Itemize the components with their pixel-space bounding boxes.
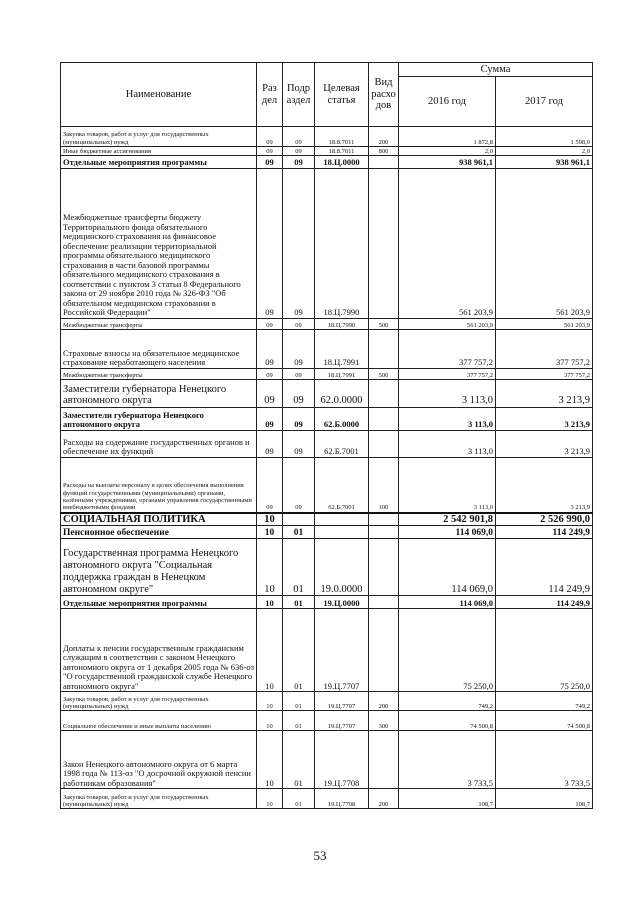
cell-target: 18.Ц.7991 <box>315 369 369 380</box>
header-row-top <box>61 63 593 77</box>
cell-podrazdel: 09 <box>283 330 315 369</box>
cell-razdel: 09 <box>257 380 283 408</box>
cell-target: 62.Б.7001 <box>315 431 369 458</box>
cell-vid <box>369 513 399 526</box>
cell-target: 18.Ц.7991 <box>315 330 369 369</box>
cell-name: Закупка товаров, работ и услуг для государственных (муниципальных) нужд <box>61 789 257 809</box>
cell-podrazdel: 09 <box>283 380 315 408</box>
cell-target: 62.0.0000 <box>315 380 369 408</box>
cell-2016: 561 203,9 <box>399 319 496 330</box>
cell-2016: 377 757,2 <box>399 369 496 380</box>
table-row <box>61 319 593 330</box>
cell-2016: 114 069,0 <box>399 526 496 539</box>
cell-target: 18.Ц.0000 <box>315 156 369 169</box>
cell-2016: 2 542 901,8 <box>399 513 496 526</box>
cell-2017: 114 249,9 <box>496 526 593 539</box>
budget-table-sheet <box>60 62 592 809</box>
cell-vid: 200 <box>369 692 399 711</box>
cell-name: Закон Ненецкого автономного округа от 6 марта 1998 года № 113-оз "О досрочной окружной пенсии работникам образования" <box>61 731 257 789</box>
cell-2016: 3 113,0 <box>399 431 496 458</box>
cell-target: 19.Ц.7707 <box>315 692 369 711</box>
cell-target <box>315 513 369 526</box>
cell-2016: 377 757,2 <box>399 330 496 369</box>
cell-vid <box>369 609 399 692</box>
cell-razdel: 09 <box>257 319 283 330</box>
cell-target <box>315 526 369 539</box>
table-row <box>61 369 593 380</box>
col-header-podrazdel: Подр аздел <box>283 63 315 127</box>
cell-target: 19.Ц.7708 <box>315 731 369 789</box>
cell-2016: 2,0 <box>399 147 496 156</box>
cell-2017: 938 961,1 <box>496 156 593 169</box>
col-header-razdel: Раз дел <box>257 63 283 127</box>
cell-razdel: 10 <box>257 539 283 596</box>
cell-2016: 114 069,0 <box>399 539 496 596</box>
cell-vid: 200 <box>369 789 399 809</box>
cell-razdel: 09 <box>257 330 283 369</box>
cell-podrazdel: 09 <box>283 169 315 319</box>
cell-2017: 3 213,9 <box>496 408 593 431</box>
cell-2016: 75 250,0 <box>399 609 496 692</box>
table-row <box>61 156 593 169</box>
cell-razdel: 10 <box>257 596 283 609</box>
cell-vid: 500 <box>369 319 399 330</box>
cell-2016: 3 113,0 <box>399 408 496 431</box>
cell-target: 19.0.0000 <box>315 539 369 596</box>
cell-name: Страховые взносы на обязательное медицинское страхование неработающего населения <box>61 330 257 369</box>
cell-podrazdel: 01 <box>283 731 315 789</box>
cell-podrazdel <box>283 513 315 526</box>
cell-2017: 2 526 990,0 <box>496 513 593 526</box>
col-header-vid: Вид расхо дов <box>369 63 399 127</box>
cell-razdel: 09 <box>257 458 283 513</box>
cell-target: 19.Ц.7708 <box>315 789 369 809</box>
cell-2016: 3 113,0 <box>399 458 496 513</box>
cell-razdel: 10 <box>257 789 283 809</box>
cell-vid: 500 <box>369 369 399 380</box>
cell-2017: 114 249,9 <box>496 539 593 596</box>
cell-2017: 114 249,9 <box>496 596 593 609</box>
cell-2016: 74 500,8 <box>399 711 496 731</box>
cell-razdel: 09 <box>257 408 283 431</box>
cell-name: Закупка товаров, работ и услуг для государственных (муниципальных) нужд <box>61 692 257 711</box>
cell-name: Межбюджетные трансферты бюджету Территориального фонда обязательного медицинского страхования на финансовое обеспечение реализации территориальной программы обязательного медицинского страхования в части базовой программы обязательного медицинского страхования в соответствии с пунктом 3 статьи 8 Федерального закона от 29 ноября 2010 года № 326-ФЗ "Об обязательном медицинском страховании в Российской Федерации" <box>61 169 257 319</box>
cell-vid: 800 <box>369 147 399 156</box>
cell-2017: 749,2 <box>496 692 593 711</box>
cell-podrazdel: 09 <box>283 147 315 156</box>
cell-vid <box>369 596 399 609</box>
cell-2016: 561 203,9 <box>399 169 496 319</box>
cell-2016: 749,2 <box>399 692 496 711</box>
table-row <box>61 596 593 609</box>
cell-vid <box>369 539 399 596</box>
col-header-name: Наименование <box>61 63 257 127</box>
cell-razdel: 10 <box>257 526 283 539</box>
table-row <box>61 692 593 711</box>
table-row <box>61 147 593 156</box>
cell-razdel: 10 <box>257 513 283 526</box>
cell-podrazdel: 09 <box>283 431 315 458</box>
table-row <box>61 731 593 789</box>
cell-podrazdel: 01 <box>283 539 315 596</box>
cell-vid <box>369 526 399 539</box>
cell-name: Иные бюджетные ассигнования <box>61 147 257 156</box>
cell-podrazdel: 01 <box>283 711 315 731</box>
table-row <box>61 458 593 513</box>
cell-vid <box>369 431 399 458</box>
table-row <box>61 609 593 692</box>
page-number: 53 <box>313 848 327 863</box>
cell-razdel: 09 <box>257 169 283 319</box>
col-header-2016: 2016 год <box>399 77 496 127</box>
cell-podrazdel: 09 <box>283 156 315 169</box>
cell-target: 18.8.7011 <box>315 127 369 147</box>
table-row <box>61 380 593 408</box>
cell-name: Заместители губернатора Ненецкого автономного округа <box>61 408 257 431</box>
table-row <box>61 539 593 596</box>
col-header-target: Целевая статья <box>315 63 369 127</box>
cell-2017: 3 213,9 <box>496 431 593 458</box>
cell-razdel: 09 <box>257 147 283 156</box>
cell-2016: 3 113,0 <box>399 380 496 408</box>
cell-2017: 561 203,9 <box>496 169 593 319</box>
cell-razdel: 09 <box>257 156 283 169</box>
cell-vid <box>369 408 399 431</box>
cell-name: Государственная программа Ненецкого автономного округа "Социальная поддержка граждан в Ненецком автономном округе" <box>61 539 257 596</box>
table-row <box>61 526 593 539</box>
table-row <box>61 711 593 731</box>
cell-razdel: 09 <box>257 369 283 380</box>
cell-name: Социальное обеспечение и иные выплаты населению <box>61 711 257 731</box>
cell-target: 19.Ц.7707 <box>315 609 369 692</box>
col-header-summa: Сумма <box>399 63 593 77</box>
cell-podrazdel: 09 <box>283 127 315 147</box>
budget-table <box>60 62 593 809</box>
cell-razdel: 10 <box>257 711 283 731</box>
cell-2016: 1 872,8 <box>399 127 496 147</box>
cell-razdel: 10 <box>257 609 283 692</box>
cell-vid: 200 <box>369 127 399 147</box>
cell-vid <box>369 330 399 369</box>
cell-2017: 75 250,0 <box>496 609 593 692</box>
cell-razdel: 10 <box>257 731 283 789</box>
cell-name: Расходы на содержание государственных органов и обеспечение их функций <box>61 431 257 458</box>
cell-podrazdel: 01 <box>283 596 315 609</box>
cell-podrazdel: 01 <box>283 789 315 809</box>
col-header-2017: 2017 год <box>496 77 593 127</box>
cell-podrazdel: 01 <box>283 692 315 711</box>
cell-name: Пенсионное обеспечение <box>61 526 257 539</box>
cell-vid <box>369 380 399 408</box>
cell-2017: 3 213,9 <box>496 458 593 513</box>
cell-name: Расходы на выплаты персоналу в целях обеспечения выполнения функций государственными (муниципальными) органами, казёнными учреждениями, органами управления государственными внебюджетными фондами <box>61 458 257 513</box>
cell-name: Заместители губернатора Ненецкого автономного округа <box>61 380 257 408</box>
cell-podrazdel: 01 <box>283 526 315 539</box>
cell-vid: 100 <box>369 458 399 513</box>
cell-2017: 377 757,2 <box>496 330 593 369</box>
cell-target: 18.Ц.7990 <box>315 169 369 319</box>
cell-podrazdel: 09 <box>283 408 315 431</box>
cell-2016: 938 961,1 <box>399 156 496 169</box>
cell-podrazdel: 01 <box>283 609 315 692</box>
cell-2016: 3 733,5 <box>399 731 496 789</box>
cell-target: 18.8.7011 <box>315 147 369 156</box>
cell-2017: 3 733,5 <box>496 731 593 789</box>
cell-name: Доплаты к пенсии государственным гражданским служащим в соответствии с законом Ненецкого автономного округа от 1 декабря 2005 года № 636-оз "О государственной гражданской службе Ненецкого автономного округа" <box>61 609 257 692</box>
cell-2016: 114 069,0 <box>399 596 496 609</box>
cell-2017: 108,7 <box>496 789 593 809</box>
cell-target: 62.Б.0000 <box>315 408 369 431</box>
cell-target: 62.Б.7001 <box>315 458 369 513</box>
cell-name: Межбюджетные трансферты <box>61 369 257 380</box>
cell-vid <box>369 169 399 319</box>
cell-name: Отдельные мероприятия программы <box>61 156 257 169</box>
cell-2017: 74 500,8 <box>496 711 593 731</box>
cell-2017: 377 757,2 <box>496 369 593 380</box>
cell-name: Межбюджетные трансферты <box>61 319 257 330</box>
cell-podrazdel: 09 <box>283 369 315 380</box>
table-body <box>61 127 593 809</box>
cell-target: 19.Ц.7707 <box>315 711 369 731</box>
table-row <box>61 169 593 319</box>
cell-vid: 300 <box>369 711 399 731</box>
cell-2017: 2,0 <box>496 147 593 156</box>
table-row <box>61 789 593 809</box>
cell-2017: 3 213,9 <box>496 380 593 408</box>
table-row <box>61 408 593 431</box>
cell-2017: 561 203,9 <box>496 319 593 330</box>
cell-name: СОЦИАЛЬНАЯ ПОЛИТИКА <box>61 513 257 526</box>
table-row <box>61 127 593 147</box>
table-row <box>61 330 593 369</box>
table-row <box>61 513 593 526</box>
cell-razdel: 10 <box>257 692 283 711</box>
cell-razdel: 09 <box>257 127 283 147</box>
cell-target: 19.Ц.0000 <box>315 596 369 609</box>
cell-vid <box>369 156 399 169</box>
cell-2017: 1 598,0 <box>496 127 593 147</box>
cell-target: 18.Ц.7990 <box>315 319 369 330</box>
cell-podrazdel: 09 <box>283 319 315 330</box>
cell-vid <box>369 731 399 789</box>
cell-name: Отдельные мероприятия программы <box>61 596 257 609</box>
table-row <box>61 431 593 458</box>
cell-razdel: 09 <box>257 431 283 458</box>
cell-2016: 108,7 <box>399 789 496 809</box>
cell-name: Закупка товаров, работ и услуг для государственных (муниципальных) нужд <box>61 127 257 147</box>
cell-podrazdel: 09 <box>283 458 315 513</box>
